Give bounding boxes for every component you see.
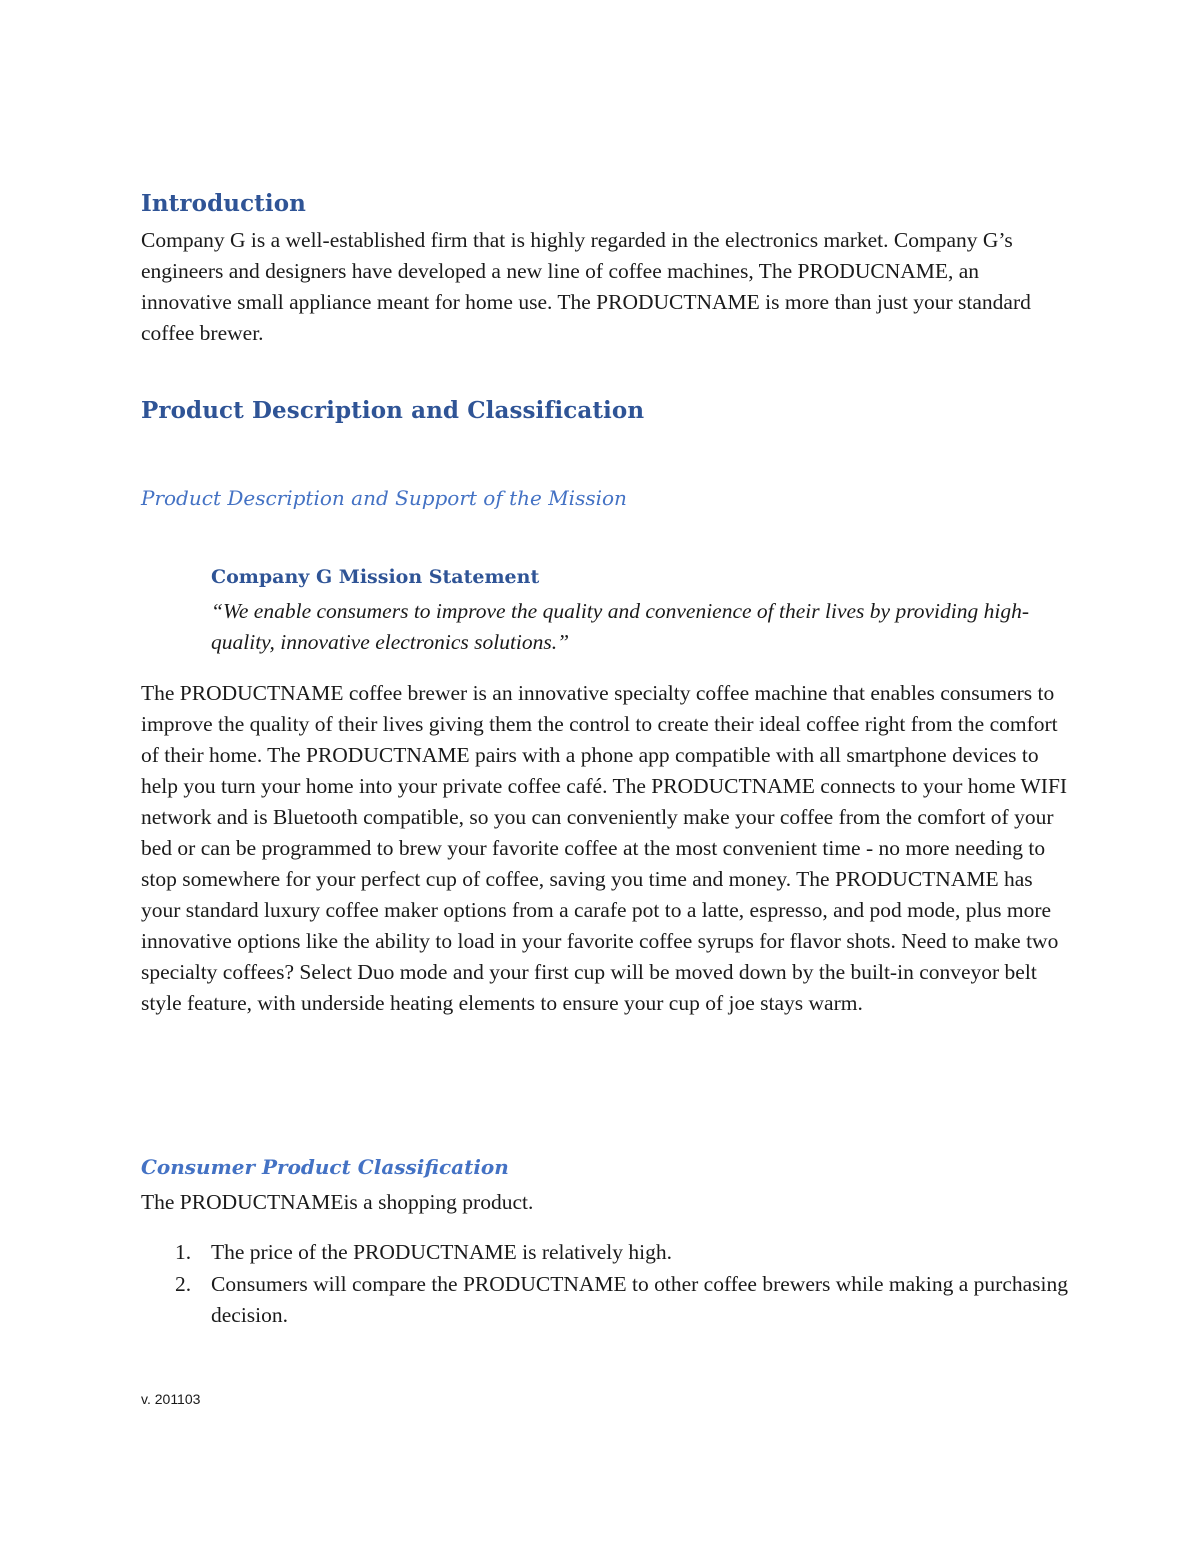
list-item-text: The price of the PRODUCTNAME is relatively high.	[211, 1240, 672, 1264]
product-description-subheading: Product Description and Support of the Mission	[141, 486, 627, 510]
list-item-number: 2.	[175, 1272, 192, 1296]
list-item	[141, 1269, 1071, 1331]
classification-intro: The PRODUCTNAMEis a shopping product.	[141, 1190, 534, 1214]
product-description-body: The PRODUCTNAME coffee brewer is an innovative specialty coffee machine that enables consumers to improve the quality of their lives giving them the control to create their ideal coffee right from the comfort of their home. The PRODUCTNAME pairs with a phone app compatible with all smartphone devices to help you turn your home into your private coffee café. The PRODUCTNAME connects to your home WIFI network and is Bluetooth compatible, so you can conveniently make your coffee from the comfort of your bed or can be programmed to brew your favorite coffee at the most convenient time - no more needing to stop somewhere for your perfect cup of coffee, saving you time and money. The PRODUCTNAME has your standard luxury coffee maker options from a carafe pot to a latte, espresso, and pod mode, plus more innovative options like the ability to load in your favorite coffee syrups for flavor shots. Need to make two specialty coffees? Select Duo mode and your first cup will be moved down by the built-in conveyor belt style feature, with underside heating elements to ensure your cup of joe stays warm.	[141, 681, 1068, 1015]
mission-statement-quote: “We enable consumers to improve the quality and convenience of their lives by providing high-quality, innovative electronics solutions.”	[211, 599, 1030, 654]
list-item	[141, 1237, 1071, 1268]
classification-list	[141, 1237, 1071, 1332]
product-section-heading: Product Description and Classification	[141, 397, 645, 424]
version-footer: v. 201103	[141, 1391, 201, 1407]
introduction-body: Company G is a well-established firm that is highly regarded in the electronics market. Company G’s engineers and designers have developed a new line of coffee machines, The PRODUCNAME, an innovative small appliance meant for home use. The PRODUCTNAME is more than just your standard coffee brewer.	[141, 228, 1031, 345]
classification-heading: Consumer Product Classification	[141, 1155, 509, 1179]
list-item-number: 1.	[175, 1240, 192, 1264]
list-item-text: Consumers will compare the PRODUCTNAME to other coffee brewers while making a purchasing decision.	[211, 1272, 1069, 1327]
introduction-heading: Introduction	[141, 190, 306, 217]
mission-statement-heading: Company G Mission Statement	[211, 566, 540, 588]
